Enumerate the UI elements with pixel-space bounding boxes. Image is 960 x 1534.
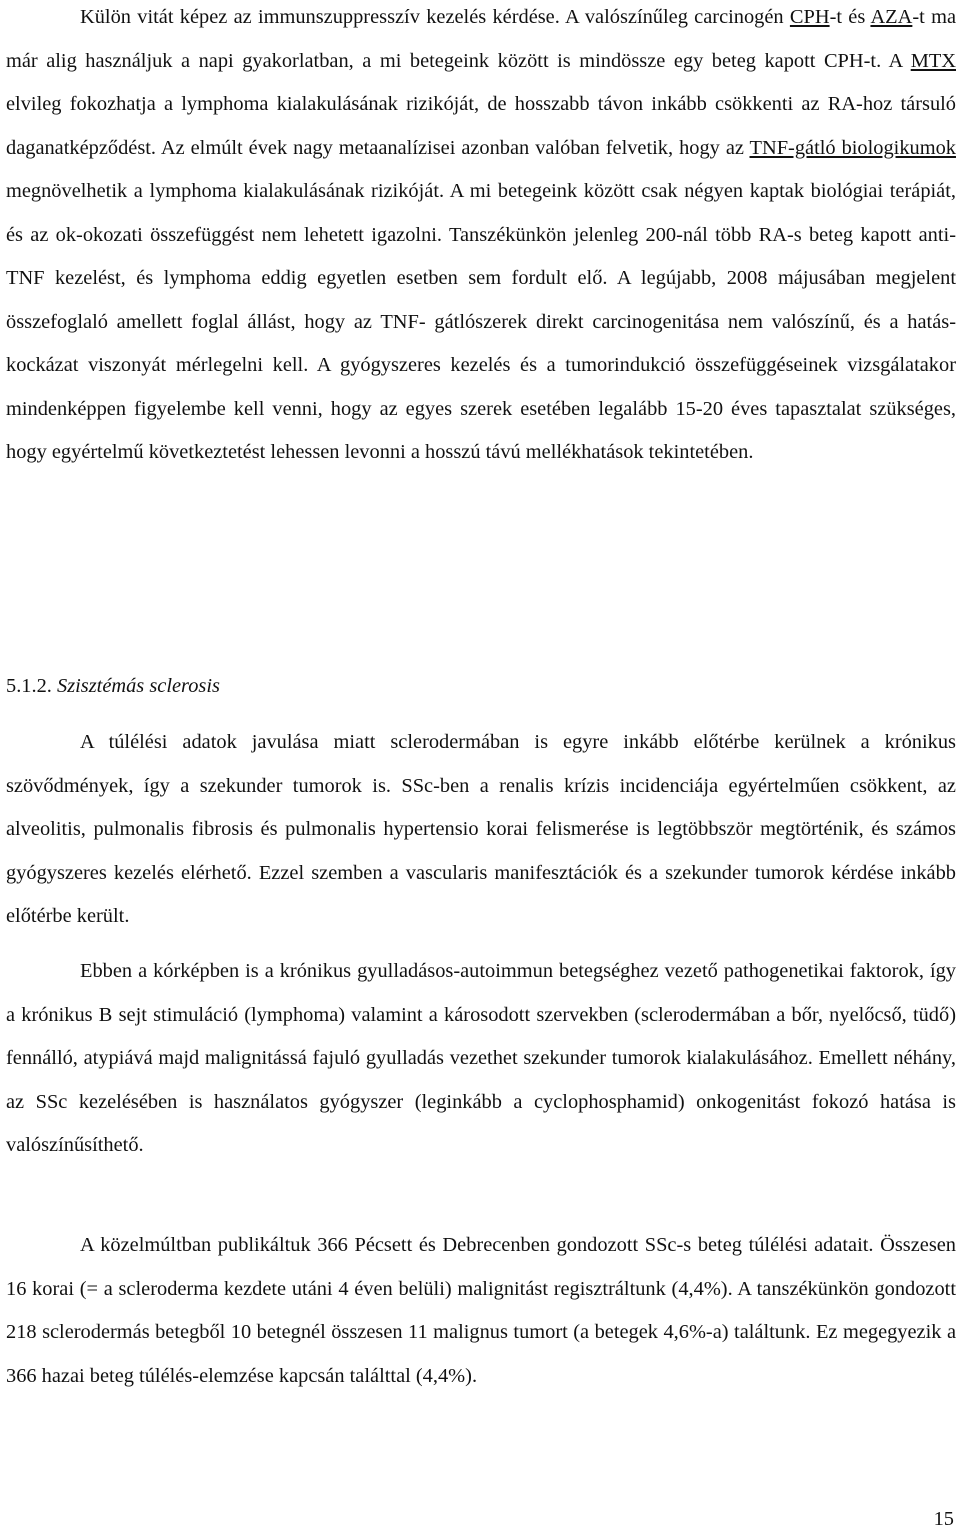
text-run: -t és (829, 6, 871, 28)
text-run: megnövelhetik a lymphoma kialakulásának rizikóját. A mi betegeink között csak négyen kaptak biológiai terápiát, és az ok-okozati összefüggést nem lehetett igazolni. Tanszékünkön jelenleg 200-nál több RA-s beteg kapott anti-TNF kezelést, és lymphoma eddig egyetlen esetben sem fordult elő. A legújabb, 2008 májusában megjelent összefoglaló amellett foglal állást, hogy az TNF- gátlószerek direkt carcinogenitása nem valószínű, és a hatás-kockázat viszonyát mérlegelni kell. A gyógyszeres kezelés és a tumorindukció összefüggéseinek vizsgálatakor mindenképpen figyelembe kell venni, hogy az egyes szerek esetében legalább 15-20 éves tapasztalat szükséges, hogy egyértelmű következtetést lehessen levonni a hosszú távú mellékhatások tekintetében. (6, 180, 956, 463)
cph-term: CPH (789, 6, 830, 28)
section-number: 5.1.2. (6, 675, 52, 697)
paragraph-survival-data: A túlélési adatok javulása miatt sclerodermában is egyre inkább előtérbe kerülnek a krónikus szövődmények, így a szekunder tumorok is. SSc-ben a renalis krízis incidenciája egyértelműen csökkent, az alveolitis, pulmonalis fibrosis és pulmonalis hypertensio korai felismerése is legtöbbször megtörténik, és számos gyógyszeres kezelés elérhető. Ezzel szemben a vascularis manifesztációk és a szekunder tumorok kérdése inkább előtérbe került. (6, 731, 956, 927)
aza-term: AZA (870, 6, 913, 28)
text-run: elvileg fokozhatja a lymphoma kialakulásának rizikóját, de hosszabb távon inkább csökkenti az RA-hoz társuló daganatképződést. Az elmúlt évek nagy metaanalízisei azonban valóban felvetik, hogy az (6, 93, 956, 159)
paragraph-publication: A közelmúltban publikáltuk 366 Pécsett és Debrecenben gondozott SSc-s beteg túlélési adatait. Összesen 16 korai (= a scleroderma kezdete utáni 4 éven belüli) malignitást regisztráltunk (4,4%). A tanszékünkön gondozott 218 sclerodermás betegből 10 betegnél összesen 11 malignus tumort (a betegek 4,6%-a) találtunk. Ez megegyezik a 366 hazai beteg túlélés-elemzése kapcsán találttal (4,4%). (6, 1234, 956, 1387)
text-run: Külön vitát képez az immunszuppresszív kezelés kérdése. A valószínűleg carcinogén (80, 6, 790, 28)
tnf-term: TNF-gátló biologikumok (749, 136, 956, 159)
mtx-term: MTX (910, 49, 956, 72)
text-run: -t ma már alig használjuk a napi gyakorlatban, a mi betegeink között is mindössze egy beteg kapott CPH-t. A (6, 6, 957, 72)
paragraph-pathogenesis: Ebben a kórképben is a krónikus gyulladásos-autoimmun betegséghez vezető pathogenetikai faktorok, így a krónikus B sejt stimuláció (lymphoma) valamint a károsodott szervekben (sclerodermában a bőr, nyelőcső, tüdő) fennálló, atypiává majd malignitássá fajuló gyulladás vezethet szekunder tumorok kialakulásához. Emellett néhány, az SSc kezelésében is használatos gyógyszer (leginkább a cyclophosphamid) onkogenitást fokozó hatása is valószínűsíthető. (6, 960, 956, 1156)
section-title: Szisztémás sclerosis (57, 675, 220, 697)
page-number: 15 (933, 1508, 954, 1530)
section-heading (6, 665, 220, 709)
paragraph-immunosuppression (6, 0, 956, 475)
